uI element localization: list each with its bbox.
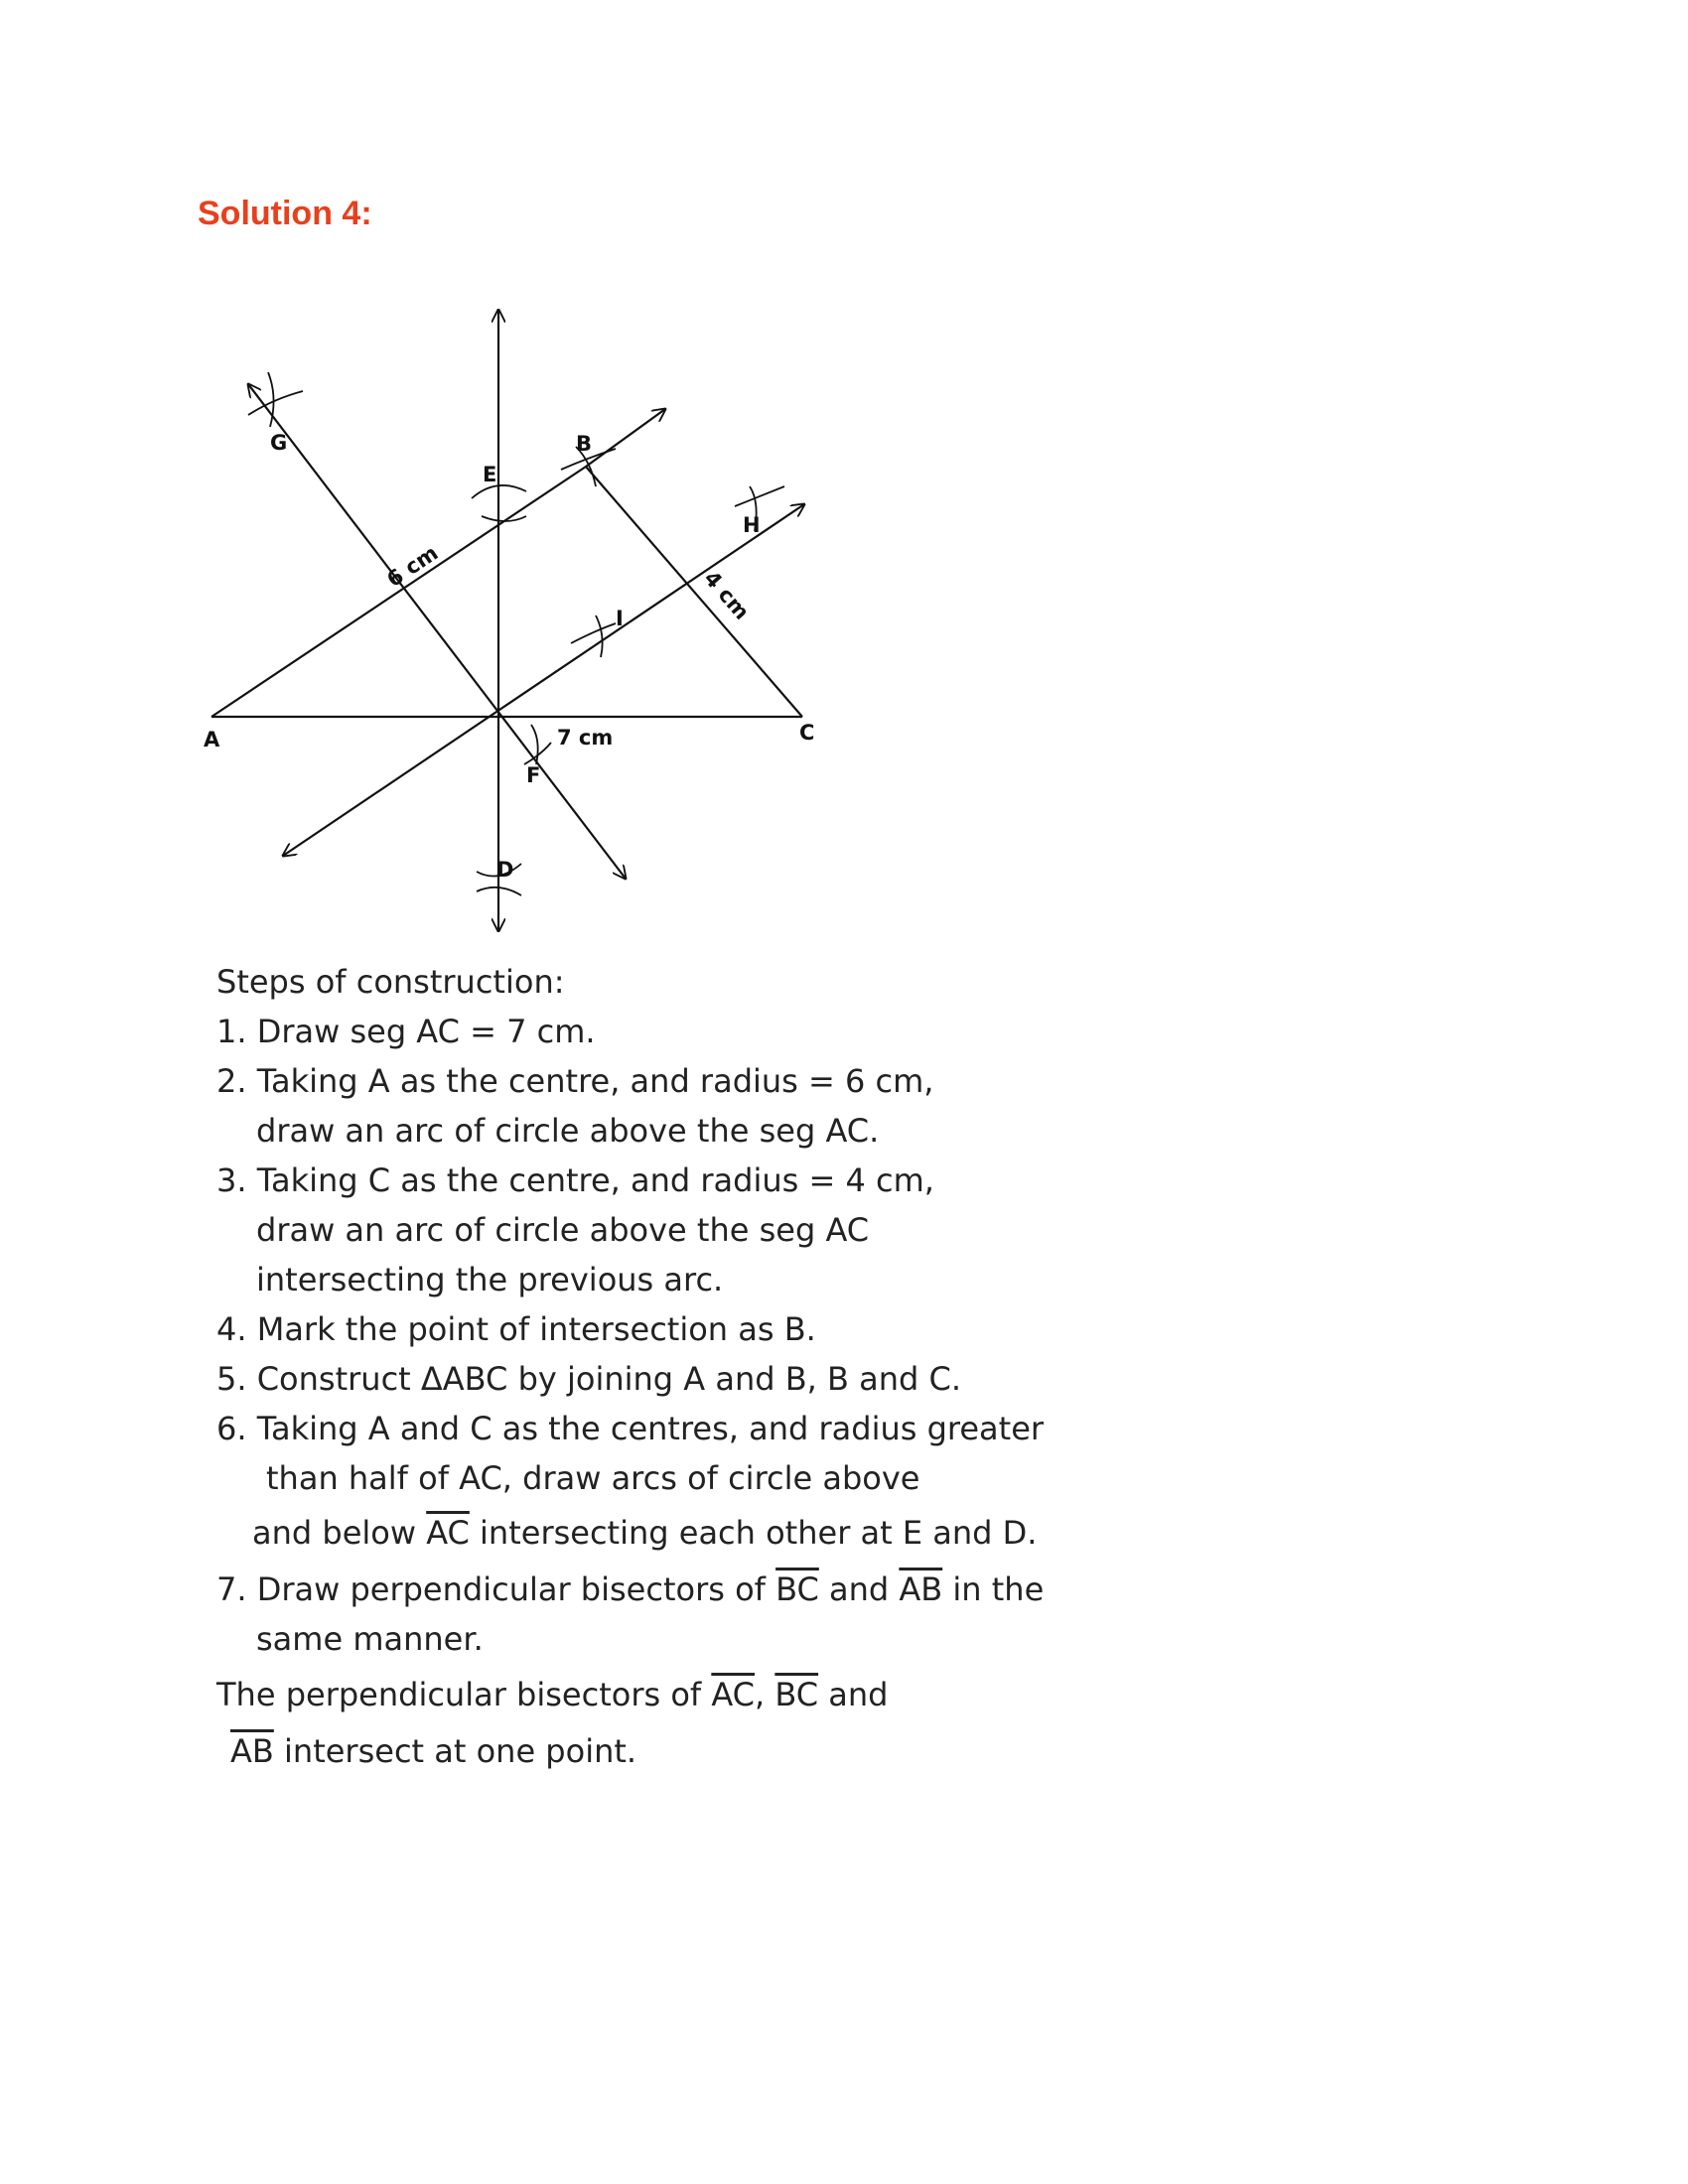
label-length-ac: 7 cm [557,726,614,750]
step-4: 4. Mark the point of intersection as B. [216,1310,816,1348]
label-point-i: I [616,607,624,630]
segment-ab-notation: $\overline{AB}$ [899,1570,943,1608]
arc-marks [248,372,784,895]
construction-diagram [179,288,874,963]
segment-ab [211,467,586,717]
label-length-ab: 6 cm [382,540,443,593]
step-2-cont: draw an arc of circle above the seg AC. [256,1112,880,1150]
text-fragment: and below [252,1514,427,1552]
step-7-cont: same manner. [256,1620,484,1658]
label-point-b: B [576,432,593,456]
segment-bc [586,467,802,717]
text-fragment: and [818,1676,889,1713]
label-length-bc: 4 cm [699,566,755,624]
step-6-cont: than half of AC, draw arcs of circle above [266,1459,920,1497]
label-point-h: H [743,513,761,537]
text-fragment: , [755,1676,775,1713]
text-fragment: 7. Draw perpendicular bisectors of [216,1570,776,1608]
text-fragment: intersect at one point. [273,1732,637,1770]
label-point-c: C [799,721,815,745]
step-2: 2. Taking A as the centre, and radius = 6 cm, [216,1062,934,1100]
segment-ab-notation: $\overline{AB}$ [230,1732,274,1770]
solution-heading: Solution 4: [198,195,372,232]
segment-bc-notation: $\overline{BC}$ [775,1570,819,1608]
conclusion-line-1 [216,1676,888,1713]
steps-title: Steps of construction: [216,963,565,1001]
step-3-cont-2: intersecting the previous arc. [256,1261,724,1298]
segment-bc-notation: $\overline{BC}$ [774,1676,819,1713]
text-fragment: in the [942,1570,1045,1608]
label-point-g: G [270,431,288,455]
bisector-ab [248,384,626,879]
step-6-cont-2 [252,1514,1037,1552]
ray-ab [586,409,665,467]
step-3: 3. Taking C as the centre, and radius = 4 cm, [216,1161,934,1199]
step-7 [216,1570,1044,1608]
label-point-a: A [204,728,220,751]
construction-figure [179,288,874,963]
text-fragment: The perpendicular bisectors of [216,1676,712,1713]
step-1: 1. Draw seg AC = 7 cm. [216,1013,596,1050]
label-point-e: E [483,463,497,486]
label-point-d: D [496,858,514,882]
segment-ac-notation: $\overline{AC}$ [711,1676,755,1713]
segment-ac-notation: $\overline{AC}$ [426,1514,470,1552]
step-3-cont: draw an arc of circle above the seg AC [256,1211,870,1249]
bisector-bc [283,504,804,856]
label-point-f: F [526,763,541,787]
conclusion-line-2 [230,1732,636,1770]
step-6: 6. Taking A and C as the centres, and radius greater [216,1410,1045,1447]
text-fragment: and [818,1570,900,1608]
text-fragment: intersecting each other at E and D. [469,1514,1038,1552]
step-5: 5. Construct ΔABC by joining A and B, B and C. [216,1360,962,1398]
